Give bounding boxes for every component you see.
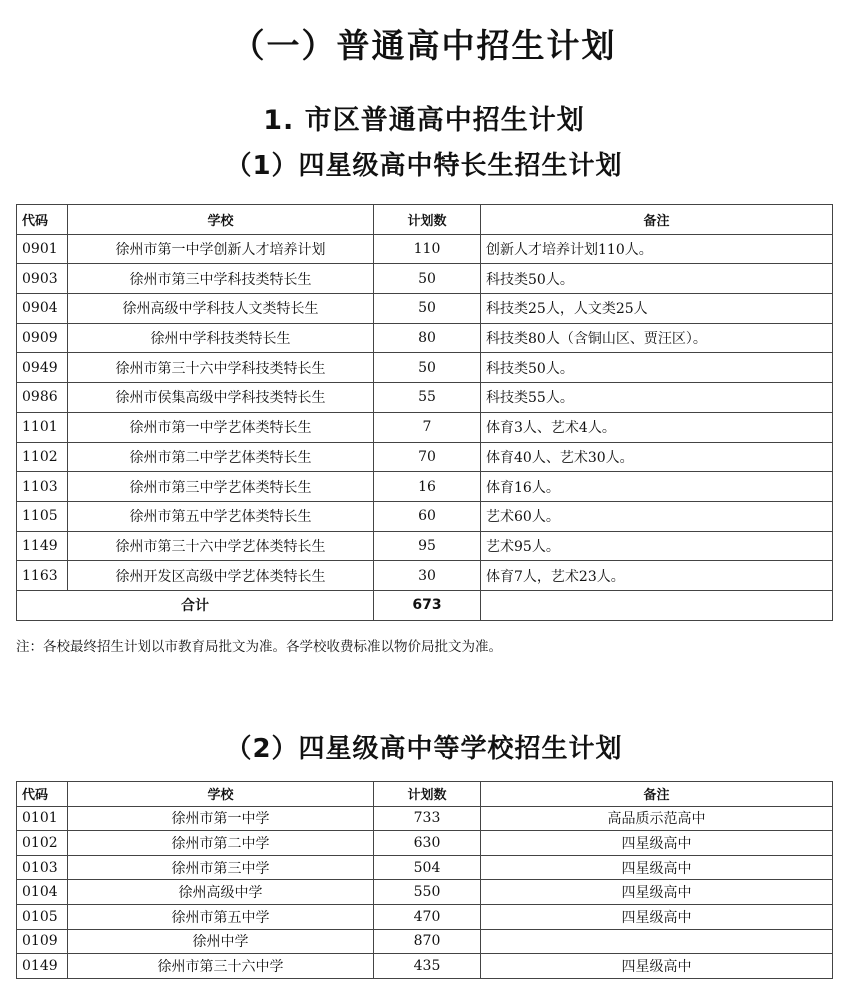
table-row [17, 501, 833, 531]
cell-note: 科技类55人。 [481, 383, 833, 413]
cell-note: 四星级高中 [481, 855, 833, 880]
cell-code: 0103 [17, 855, 68, 880]
cell-code: 1101 [17, 412, 68, 442]
section-subtitle: 1. 市区普通高中招生计划 [263, 105, 585, 136]
cell-school: 徐州市第二中学 [68, 831, 374, 856]
cell-school: 徐州市第一中学艺体类特长生 [68, 412, 374, 442]
table-row [17, 442, 833, 472]
cell-plan: 550 [374, 880, 481, 905]
table-body [17, 234, 833, 590]
cell-school: 徐州市第三十六中学科技类特长生 [68, 353, 374, 383]
cell-school: 徐州市第三中学 [68, 855, 374, 880]
cell-code: 0149 [17, 954, 68, 979]
cell-code: 1102 [17, 442, 68, 472]
header-code: 代码 [17, 782, 68, 807]
table1-heading: （1）四星级高中特长生招生计划 [225, 151, 623, 181]
cell-code: 0904 [17, 294, 68, 324]
cell-note: 体育3人、艺术4人。 [481, 412, 833, 442]
header-plan: 计划数 [374, 205, 481, 235]
cell-note: 四星级高中 [481, 831, 833, 856]
cell-code: 1105 [17, 501, 68, 531]
footnote: 注：各校最终招生计划以市教育局批文为准。各学校收费标准以物价局批文为准。 [16, 639, 502, 655]
header-school: 学校 [68, 205, 374, 235]
cell-school: 徐州高级中学科技人文类特长生 [68, 294, 374, 324]
cell-plan: 70 [374, 442, 481, 472]
table-row [17, 234, 833, 264]
cell-note: 四星级高中 [481, 880, 833, 905]
cell-school: 徐州市第一中学创新人才培养计划 [68, 234, 374, 264]
specialty-plan-table [16, 204, 833, 621]
cell-plan: 55 [374, 383, 481, 413]
table-row [17, 472, 833, 502]
cell-note: 体育40人、艺术30人。 [481, 442, 833, 472]
table-row [17, 353, 833, 383]
cell-school: 徐州中学科技类特长生 [68, 323, 374, 353]
cell-plan: 50 [374, 264, 481, 294]
table-row [17, 383, 833, 413]
table-row [17, 831, 833, 856]
header-school: 学校 [68, 782, 374, 807]
table-row [17, 880, 833, 905]
table-row [17, 264, 833, 294]
cell-plan: 80 [374, 323, 481, 353]
cell-school: 徐州市第三中学科技类特长生 [68, 264, 374, 294]
cell-school: 徐州市第三中学艺体类特长生 [68, 472, 374, 502]
table2-heading: （2）四星级高中等学校招生计划 [225, 734, 623, 764]
cell-school: 徐州开发区高级中学艺体类特长生 [68, 561, 374, 591]
table-body [17, 806, 833, 978]
cell-note: 科技类50人。 [481, 353, 833, 383]
cell-note: 体育16人。 [481, 472, 833, 502]
cell-plan: 110 [374, 234, 481, 264]
table-row [17, 806, 833, 831]
cell-plan: 470 [374, 904, 481, 929]
cell-school: 徐州市侯集高级中学科技类特长生 [68, 383, 374, 413]
school-plan-table [16, 781, 833, 979]
cell-code: 0901 [17, 234, 68, 264]
cell-school: 徐州市第三十六中学艺体类特长生 [68, 531, 374, 561]
cell-school: 徐州市第二中学艺体类特长生 [68, 442, 374, 472]
cell-code: 0949 [17, 353, 68, 383]
cell-code: 1149 [17, 531, 68, 561]
cell-plan: 95 [374, 531, 481, 561]
cell-code: 0909 [17, 323, 68, 353]
table-row [17, 561, 833, 591]
total-note-empty [481, 590, 833, 620]
table-row [17, 904, 833, 929]
page-title: （一）普通高中招生计划 [231, 26, 617, 65]
total-row [17, 590, 833, 620]
cell-plan: 733 [374, 806, 481, 831]
cell-plan: 60 [374, 501, 481, 531]
cell-code: 0986 [17, 383, 68, 413]
table-row [17, 294, 833, 324]
cell-code: 1103 [17, 472, 68, 502]
cell-note: 四星级高中 [481, 904, 833, 929]
table-header-row [17, 782, 833, 807]
total-label: 合计 [17, 590, 374, 620]
cell-school: 徐州市第一中学 [68, 806, 374, 831]
cell-plan: 870 [374, 929, 481, 954]
cell-note: 艺术95人。 [481, 531, 833, 561]
cell-note [481, 929, 833, 954]
table-row [17, 531, 833, 561]
cell-plan: 7 [374, 412, 481, 442]
table-header-row [17, 205, 833, 235]
header-note: 备注 [481, 205, 833, 235]
cell-plan: 50 [374, 353, 481, 383]
cell-note: 创新人才培养计划110人。 [481, 234, 833, 264]
cell-code: 0104 [17, 880, 68, 905]
cell-plan: 30 [374, 561, 481, 591]
cell-school: 徐州市第三十六中学 [68, 954, 374, 979]
cell-plan: 504 [374, 855, 481, 880]
cell-school: 徐州市第五中学艺体类特长生 [68, 501, 374, 531]
cell-note: 高品质示范高中 [481, 806, 833, 831]
table-row [17, 412, 833, 442]
header-plan: 计划数 [374, 782, 481, 807]
cell-school: 徐州市第五中学 [68, 904, 374, 929]
cell-plan: 435 [374, 954, 481, 979]
cell-code: 0102 [17, 831, 68, 856]
cell-code: 0903 [17, 264, 68, 294]
cell-note: 体育7人，艺术23人。 [481, 561, 833, 591]
header-code: 代码 [17, 205, 68, 235]
cell-plan: 50 [374, 294, 481, 324]
total-value: 673 [374, 590, 481, 620]
cell-note: 科技类50人。 [481, 264, 833, 294]
cell-note: 四星级高中 [481, 954, 833, 979]
cell-note: 科技类25人，人文类25人 [481, 294, 833, 324]
table-row [17, 954, 833, 979]
cell-note: 科技类80人（含铜山区、贾汪区）。 [481, 323, 833, 353]
cell-code: 0109 [17, 929, 68, 954]
cell-code: 1163 [17, 561, 68, 591]
cell-plan: 16 [374, 472, 481, 502]
table-row [17, 929, 833, 954]
header-note: 备注 [481, 782, 833, 807]
cell-code: 0105 [17, 904, 68, 929]
cell-school: 徐州高级中学 [68, 880, 374, 905]
table-row [17, 323, 833, 353]
table-row [17, 855, 833, 880]
cell-school: 徐州中学 [68, 929, 374, 954]
cell-code: 0101 [17, 806, 68, 831]
cell-plan: 630 [374, 831, 481, 856]
cell-note: 艺术60人。 [481, 501, 833, 531]
